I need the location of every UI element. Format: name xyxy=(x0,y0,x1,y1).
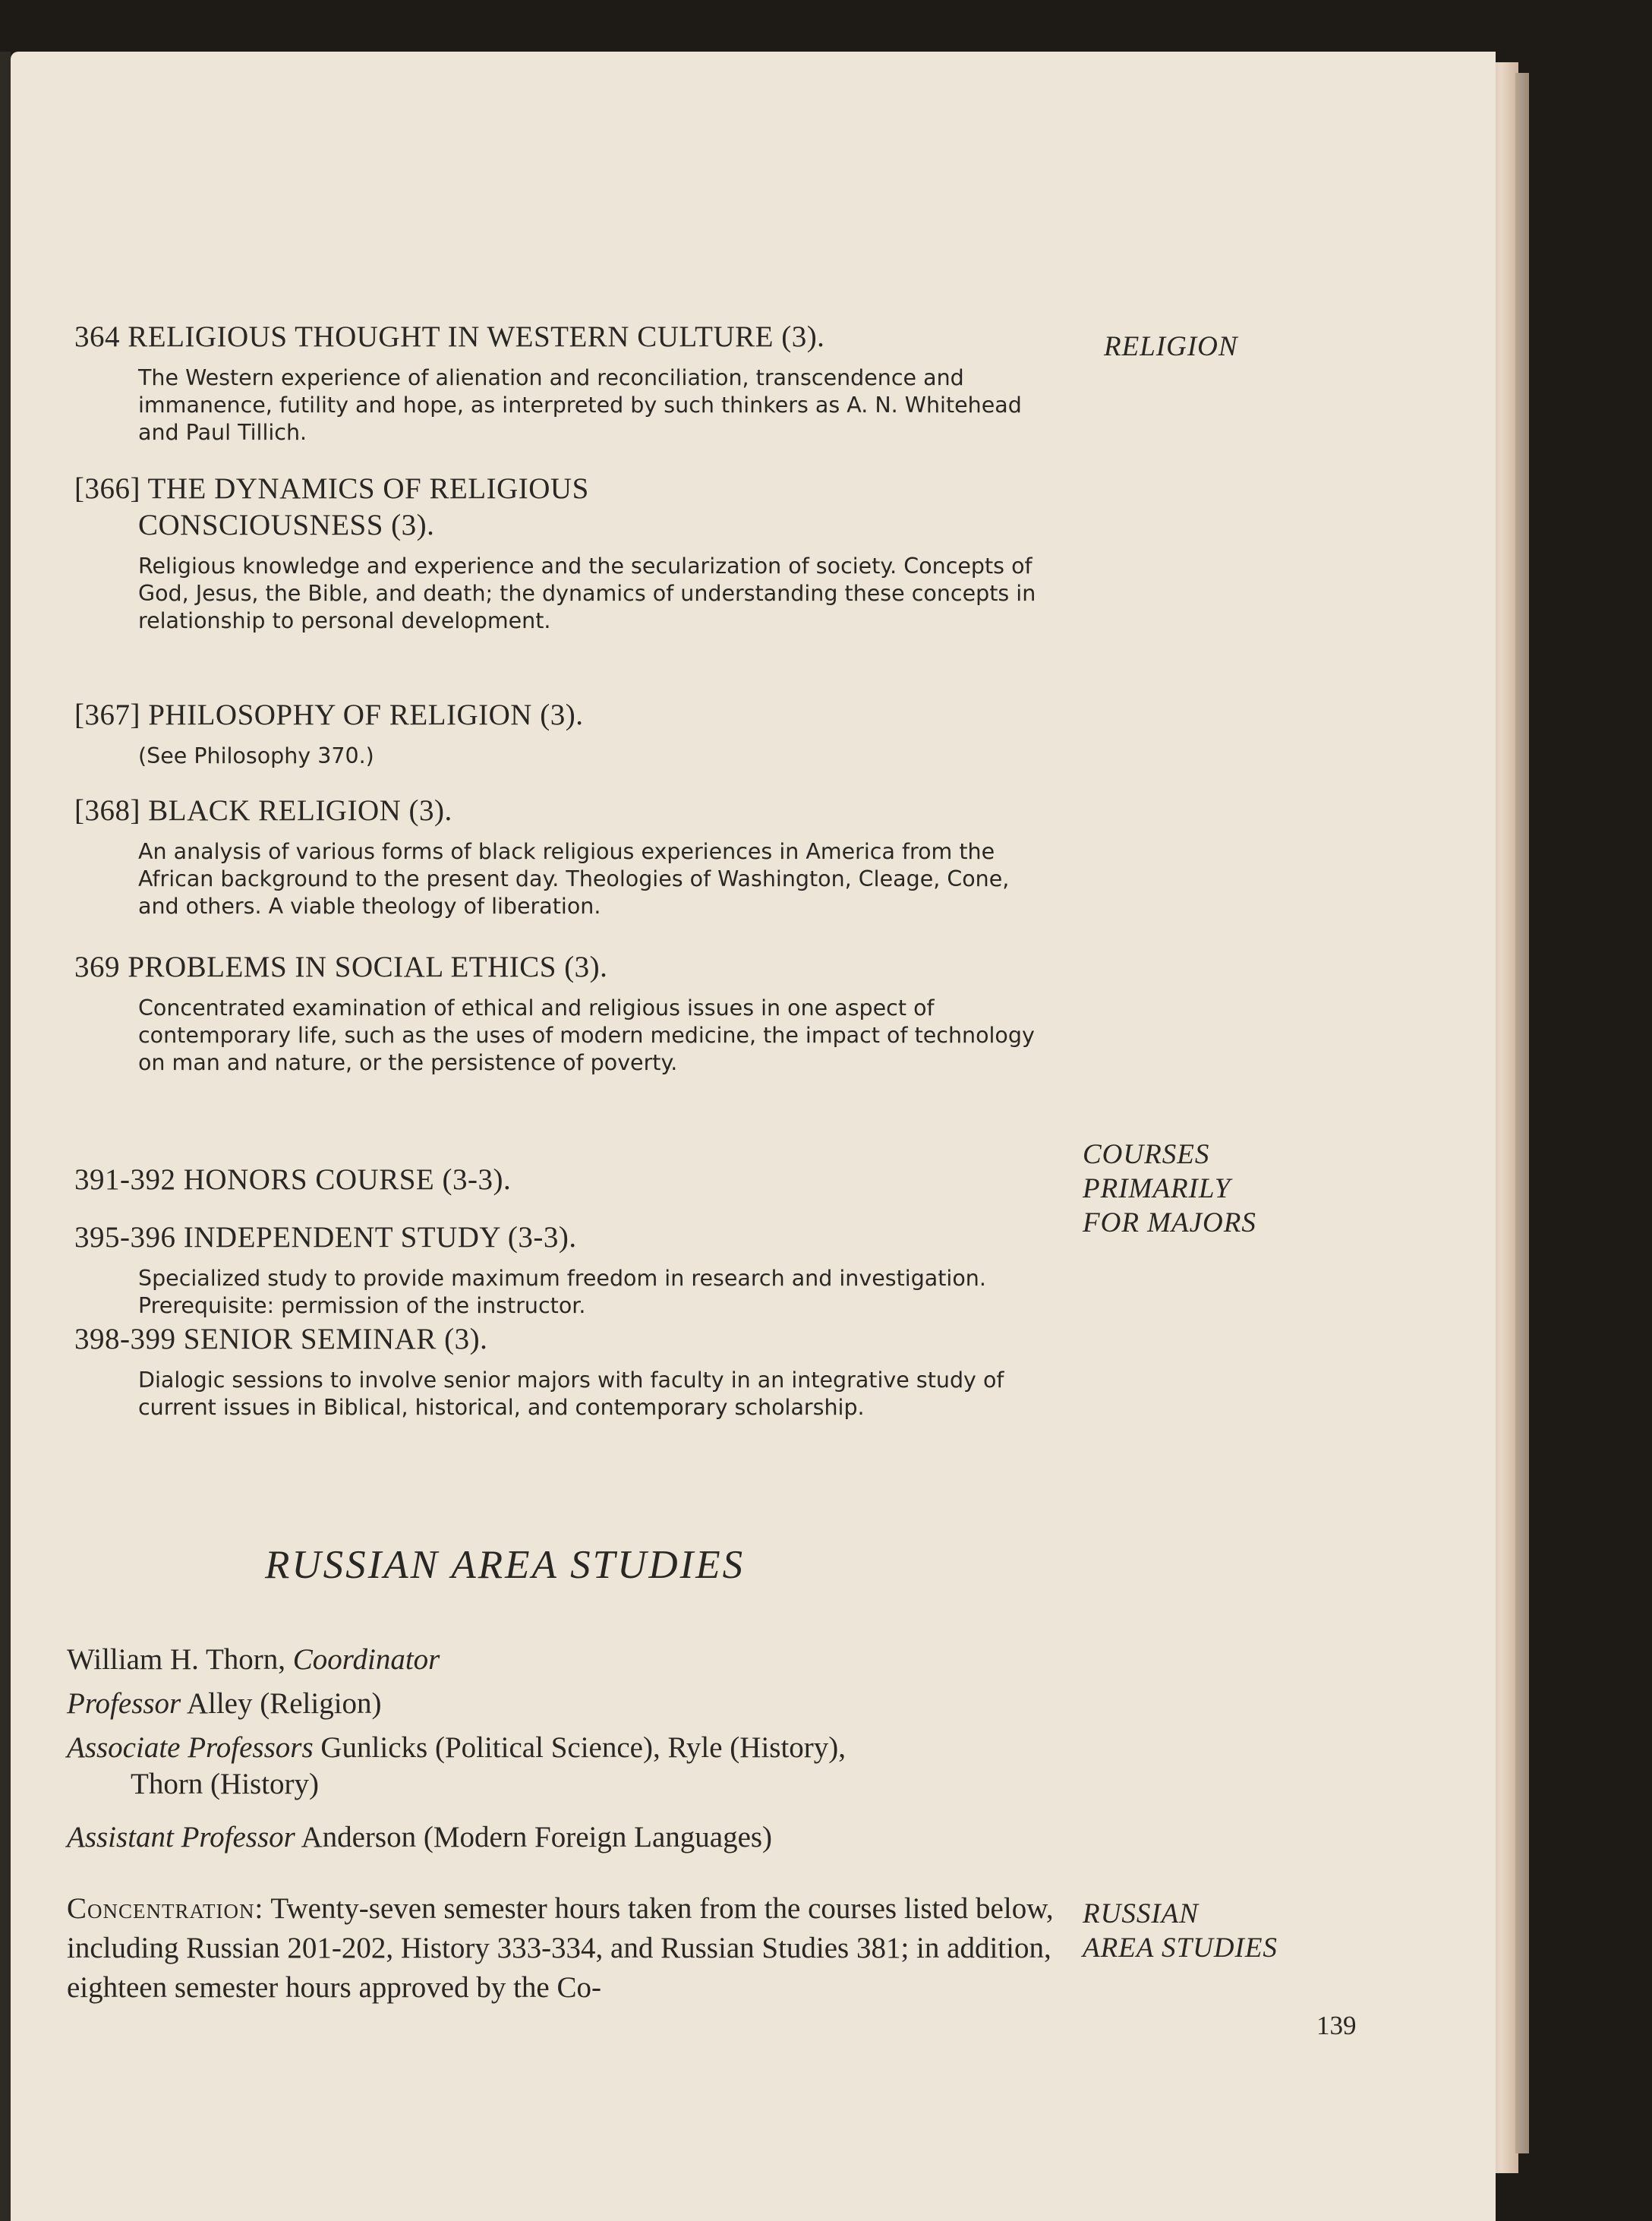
course-heading xyxy=(74,471,1061,544)
course-entry xyxy=(74,697,1061,770)
course-description: Specialized study to provide maximum freedom in research and investigation. Prerequisite: permission of the instructor. xyxy=(138,1266,986,1318)
course-heading xyxy=(74,949,1061,986)
course-title: THE DYNAMICS OF RELIGIOUS xyxy=(147,472,589,505)
course-heading xyxy=(74,697,1061,733)
page-edge-dark xyxy=(1515,73,1529,2153)
course-heading xyxy=(74,1321,1061,1358)
staff-name: William H. Thorn, xyxy=(67,1643,286,1676)
staff-name-continued: Thorn (History) xyxy=(131,1768,320,1800)
staff-line xyxy=(67,1686,382,1722)
margin-label-religion: RELIGION xyxy=(1104,331,1238,362)
staff-line xyxy=(67,1730,846,1803)
course-entry xyxy=(74,1321,1061,1421)
book-gutter-shadow xyxy=(0,52,11,2221)
course-description: The Western experience of alienation and reconciliation, transcendence and immanence, futility and hope, as interpreted by such thinkers as A. N. Whitehead and Paul Tillich. xyxy=(138,365,1022,445)
course-description: An analysis of various forms of black religious experiences in America from the African background to the present day. Theologies of Washington, Cleage, Cone, and others. A viable theology of liberation. xyxy=(138,839,1010,919)
course-description: Concentrated examination of ethical and religious issues in one aspect of contemporary life, such as the uses of modern medicine, the impact of technology on man and nature, or the persistence of poverty. xyxy=(138,995,1035,1075)
concentration-label: Concentration: xyxy=(67,1892,264,1925)
page-number: 139 xyxy=(1316,2011,1357,2040)
margin-label-line: COURSES xyxy=(1083,1139,1210,1170)
course-entry xyxy=(74,1219,1061,1320)
course-heading xyxy=(74,319,1061,355)
course-title: INDEPENDENT STUDY (3-3). xyxy=(183,1221,577,1254)
staff-role: Coordinator xyxy=(292,1643,440,1676)
margin-label-line: FOR MAJORS xyxy=(1083,1207,1256,1238)
course-heading xyxy=(74,1162,1061,1198)
course-title-continued: CONSCIOUSNESS (3). xyxy=(138,509,435,541)
course-title: RELIGIOUS THOUGHT IN WESTERN CULTURE (3). xyxy=(128,320,825,353)
staff-role: Associate Professors xyxy=(67,1731,314,1764)
course-entry xyxy=(74,949,1061,1077)
staff-name: Anderson (Modern Foreign Languages) xyxy=(301,1821,773,1853)
course-number: 395-396 xyxy=(74,1221,176,1254)
staff-role: Professor xyxy=(67,1687,181,1720)
course-description: Dialogic sessions to involve senior majors with faculty in an integrative study of current issues in Biblical, historical, and contemporary scholarship. xyxy=(138,1368,1004,1420)
course-title: PROBLEMS IN SOCIAL ETHICS (3). xyxy=(128,951,608,983)
course-entry xyxy=(74,319,1061,446)
course-description: Religious knowledge and experience and the secularization of society. Concepts of God, Jesus, the Bible, and death; the dynamics of understanding these concepts in relationship to personal development. xyxy=(138,554,1036,633)
course-heading xyxy=(74,793,1061,829)
section-title: RUSSIAN AREA STUDIES xyxy=(265,1543,746,1587)
course-entry xyxy=(74,1162,1061,1198)
course-heading xyxy=(74,1219,1061,1256)
course-description: (See Philosophy 370.) xyxy=(138,743,374,768)
course-title: SENIOR SEMINAR (3). xyxy=(183,1323,488,1355)
course-number: 369 xyxy=(74,951,120,983)
course-number: 364 xyxy=(74,320,120,353)
margin-label-line: RUSSIAN xyxy=(1083,1898,1199,1929)
course-number: 398-399 xyxy=(74,1323,176,1355)
course-entry xyxy=(74,471,1061,635)
staff-name: Alley (Religion) xyxy=(186,1687,382,1720)
catalog-page xyxy=(11,52,1496,2221)
staff-line xyxy=(67,1642,440,1678)
course-title: PHILOSOPHY OF RELIGION (3). xyxy=(148,699,584,731)
margin-label-majors xyxy=(1083,1137,1256,1240)
margin-label-russian xyxy=(1083,1897,1278,1965)
course-number: [367] xyxy=(74,699,140,731)
concentration-text: Twenty-seven semester hours taken from the courses listed below, including Russian 201-202, History 333-334, and Russian Studies 381; in addition, eighteen semester hours approved by the Co- xyxy=(67,1892,1054,2004)
concentration-paragraph xyxy=(67,1889,1054,2008)
course-number: 391-392 xyxy=(74,1163,176,1196)
course-title: BLACK RELIGION (3). xyxy=(148,794,452,827)
course-entry xyxy=(74,793,1061,920)
course-number: [366] xyxy=(74,472,140,505)
course-number: [368] xyxy=(74,794,140,827)
margin-label-line: AREA STUDIES xyxy=(1083,1932,1278,1964)
course-title: HONORS COURSE (3-3). xyxy=(183,1163,512,1196)
staff-line xyxy=(67,1819,772,1856)
margin-label-line: PRIMARILY xyxy=(1083,1173,1231,1204)
staff-role: Assistant Professor xyxy=(67,1821,295,1853)
staff-name: Gunlicks (Political Science), Ryle (History), xyxy=(320,1731,846,1764)
